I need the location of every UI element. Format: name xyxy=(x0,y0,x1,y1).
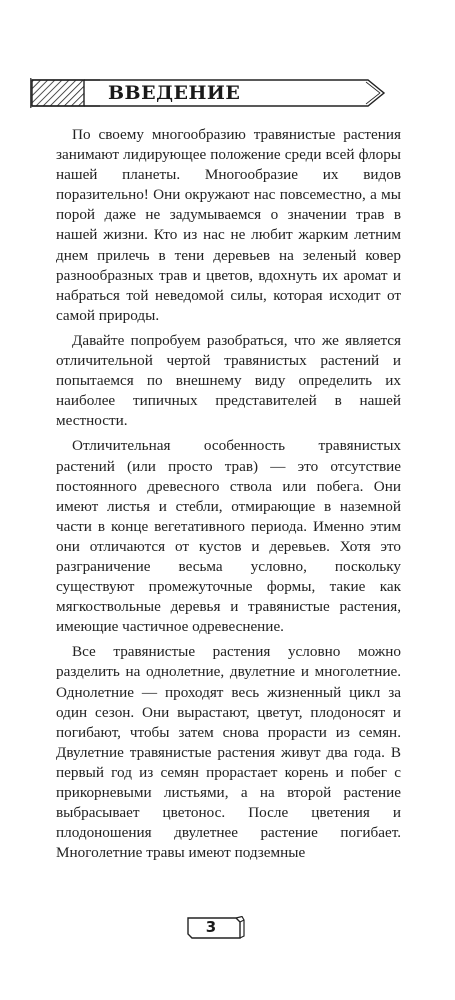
page-number: 3 xyxy=(205,918,217,936)
page-number-box xyxy=(184,916,246,940)
paragraph: По своему многообразию травянистые растения занимают лидирующее положение среди всей флоры нашей планеты. Многообразие их видов поразительно! Они окружают нас повсеместно, а мы порой даже не задумываемся о значении трав в нашей жизни. Кто из нас не любит жарким летним днем прилечь в тени деревьев на зеленый ковер разнообразных трав и цветов, вдохнуть их аромат и набраться той неведомой силы, которая исходит от самой природы. xyxy=(56,126,401,324)
section-header xyxy=(30,76,386,110)
paragraph: Все травянистые растения условно можно разделить на однолетние, двулетние и многолетние. Однолетние — проходят весь жизненный цикл за один сезон. Они вырастают, цветут, плодоносят и погибают, чтобы затем снова прорасти из семян. Двулетние травянистые растения живут два года. В первый год из семян прорастает корень и побег с прикорневыми листьями, а на второй растение выбрасывает цветонос. После цветения и плодоношения двулетнее растение погибает. Многолетние травы имеют подземные xyxy=(56,643,401,862)
body-text xyxy=(56,125,401,868)
paragraph: Давайте попробуем разобраться, что же является отличительной чертой травянистых растений и попытаемся по внешнему виду определить их наиболее типичных представителей в нашей местности. xyxy=(56,331,401,430)
section-title: ВВЕДЕНИЕ xyxy=(108,82,241,104)
paragraph: Отличительная особенность травянистых растений (или просто трав) — это отсутствие постоянного древесного ствола или побега. Они имеют листья и стебли, отмирающие в наземной части в конце вегетативного периода. Именно этим они отличаются от кустов и деревьев. Хотя это разграничение весьма условно, поскольку существуют промежуточные формы, такие как мягкоствольные деревья и травянистые растения, имеющие частичное одревеснение. xyxy=(56,437,401,636)
